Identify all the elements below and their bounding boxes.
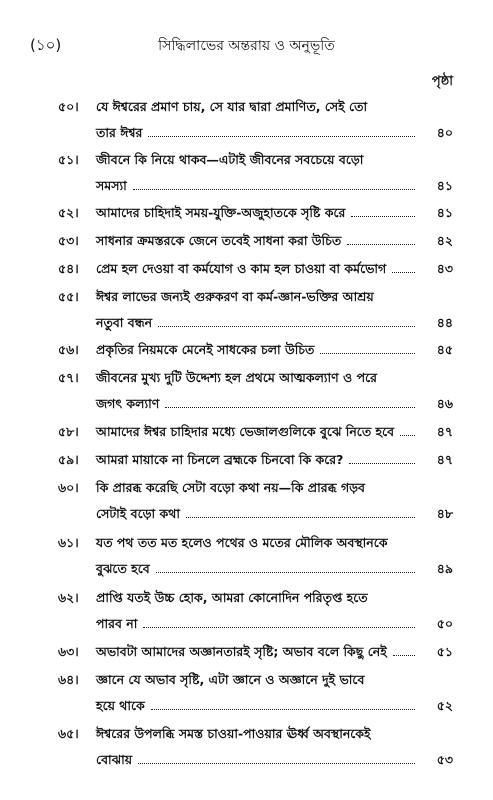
entry-page-number: ৪৬ [436, 396, 453, 411]
entry-page-number: ৫২ [436, 698, 453, 713]
leader-dots [186, 516, 415, 518]
entry-number: ৫৭। [58, 370, 79, 385]
leader-dots [148, 135, 415, 137]
entry-last-line [96, 392, 453, 415]
entry-title-line: যে ঈশ্বরের প্রমাণ চায়, সে যার দ্বারা প্রমাণিত, সেই তো [96, 99, 368, 114]
leader-dots [320, 352, 415, 354]
entry-title-line: যত পথ তত মত হলেও পথের ও মতের মৌলিক অবস্থানকে [96, 535, 388, 550]
entry-last-line [96, 311, 453, 334]
entry-title-line: প্রেম হল দেওয়া বা কর্মযোগ ও কাম হল চাওয়া বা কর্মভোগ [96, 261, 387, 276]
entry-number: ৫৮। [58, 424, 79, 439]
entry-last-line [96, 448, 453, 471]
entry-last-line [96, 174, 453, 197]
entry-last-line [96, 748, 453, 771]
leader-dots [165, 406, 415, 408]
leader-dots [349, 462, 415, 464]
entry-title-line: বুঝতে হবে [96, 561, 150, 576]
entry-last-line [96, 640, 453, 663]
leader-dots [151, 708, 415, 710]
entry-last-line [96, 121, 453, 144]
entry-last-line [96, 612, 453, 635]
entry-title-line: সাধনার ক্রমস্তরকে জেনে তবেই সাধনা করা উচিত [96, 233, 342, 248]
leader-dots [393, 654, 415, 656]
entry-page-number: ৫১ [436, 644, 453, 659]
entry-last-line [96, 201, 453, 224]
entry-last-line [96, 502, 453, 525]
page-column-label: পৃষ্ঠা [431, 74, 453, 89]
entry-title-line: কি প্রারব্ধ করেছি সেটা বড়ো কথা নয়—কি প্রারব্ধ গড়ব [96, 480, 366, 495]
entry-title-line: প্রাপ্তি যতই উচ্চ হোক, আমরা কোনোদিন পরিতৃপ্ত হতে [96, 590, 368, 605]
entry-page-number: ৪৮ [436, 506, 453, 521]
running-title: সিদ্ধিলাভের অন্তরায় ও অনুভূতি [158, 38, 335, 54]
leader-dots [133, 188, 415, 190]
entry-last-line [96, 257, 453, 280]
entry-title-line: আমাদের চাহিদাই সময়-যুক্তি-অজুহাতকে সৃষ্টি করে [96, 205, 346, 220]
entry-last-line [96, 420, 453, 443]
entry-number: ৫৩। [58, 233, 79, 248]
leader-dots [138, 762, 415, 764]
page-header [0, 34, 493, 58]
leader-dots [143, 626, 415, 628]
entry-number: ৫৬। [58, 342, 79, 357]
entry-title-line: বোঝায় [96, 752, 133, 767]
entry-number: ৫০। [58, 99, 79, 114]
leader-dots [156, 571, 415, 573]
entry-number: ৫২। [58, 205, 79, 220]
entry-title-line: তার ঈশ্বর [96, 125, 143, 140]
entry-number: ৬১। [58, 535, 79, 550]
entry-title-line: প্রকৃতির নিয়মকে মেনেই সাধকের চলা উচিত [96, 342, 315, 357]
leader-dots [158, 325, 415, 327]
entry-number: ৫৪। [58, 261, 79, 276]
entry-title-line: সেটাই বড়ো কথা [96, 506, 180, 521]
entry-page-number: ৪১ [436, 205, 453, 220]
entry-page-number: ৪২ [436, 233, 453, 248]
entry-page-number: ৪৪ [436, 315, 453, 330]
entry-page-number: ৪৭ [436, 424, 453, 439]
entry-title-line: জ্ঞানে যে অভাব সৃষ্টি, এটা জ্ঞানে ও অজ্ঞানে দুই ভাবে [96, 672, 365, 687]
entry-number: ৬৪। [58, 672, 79, 687]
entry-page-number: ৪৫ [436, 342, 453, 357]
entry-title-line: নতুবা বন্ধন [96, 315, 153, 330]
entry-number: ৫৫। [58, 289, 79, 304]
entry-title-line: আমাদের ঈশ্বর চাহিদার মধ্যে ভেজালগুলিকে বুঝে নিতে হবে [96, 424, 395, 439]
entry-number: ৬৫। [58, 726, 79, 741]
entry-title-line: ঈশ্বর লাভের জন্যই গুরুকরণ বা কর্ম-জ্ঞান-ভক্তির আশ্রয় [96, 289, 374, 304]
entry-title-line: অভাবটা আমাদের অজ্ঞানতারই সৃষ্টি; অভাব বলে কিছু নেই [96, 644, 387, 659]
entry-page-number: ৪৯ [436, 561, 453, 576]
entry-page-number: ৫৩ [436, 752, 453, 767]
entry-page-number: ৪৩ [436, 261, 453, 276]
page-number: (১০) [30, 36, 62, 54]
leader-dots [351, 215, 415, 217]
entry-number: ৫১। [58, 152, 79, 167]
leader-dots [400, 434, 415, 436]
entry-last-line [96, 338, 453, 361]
entry-number: ৫৯। [58, 452, 79, 467]
entry-last-line [96, 557, 453, 580]
entry-title-line: হয়ে থাকে [96, 698, 145, 713]
entry-number: ৬২। [58, 590, 79, 605]
entry-page-number: ৪৭ [436, 452, 453, 467]
entry-last-line [96, 229, 453, 252]
entry-title-line: আমরা মায়াকে না চিনলে ব্রহ্মকে চিনবো কি করে? [96, 452, 344, 467]
entry-page-number: ৪০ [436, 125, 453, 140]
entry-number: ৬০। [58, 480, 79, 495]
entry-page-number: ৫০ [436, 616, 453, 631]
entry-title-line: জীবনের মুখ্য দুটি উদ্দেশ্য হল প্রথমে আত্মকল্যাণ ও পরে [96, 370, 377, 385]
entry-number: ৬৩। [58, 644, 79, 659]
leader-dots [392, 271, 415, 273]
entry-title-line: জীবনে কি নিয়ে থাকব—এটাই জীবনের সবচেয়ে বড়ো [96, 152, 364, 167]
leader-dots [347, 243, 415, 245]
entry-page-number: ৪১ [436, 178, 453, 193]
entry-title-line: পারব না [96, 616, 138, 631]
entry-title-line: সমস্যা [96, 178, 127, 193]
entry-title-line: জগৎ কল্যাণ [96, 396, 160, 411]
entry-last-line [96, 694, 453, 717]
entry-title-line: ঈশ্বরের উপলব্ধি সমস্ত চাওয়া-পাওয়ার ঊর্ধ্ব অবস্থানকেই [96, 726, 371, 741]
